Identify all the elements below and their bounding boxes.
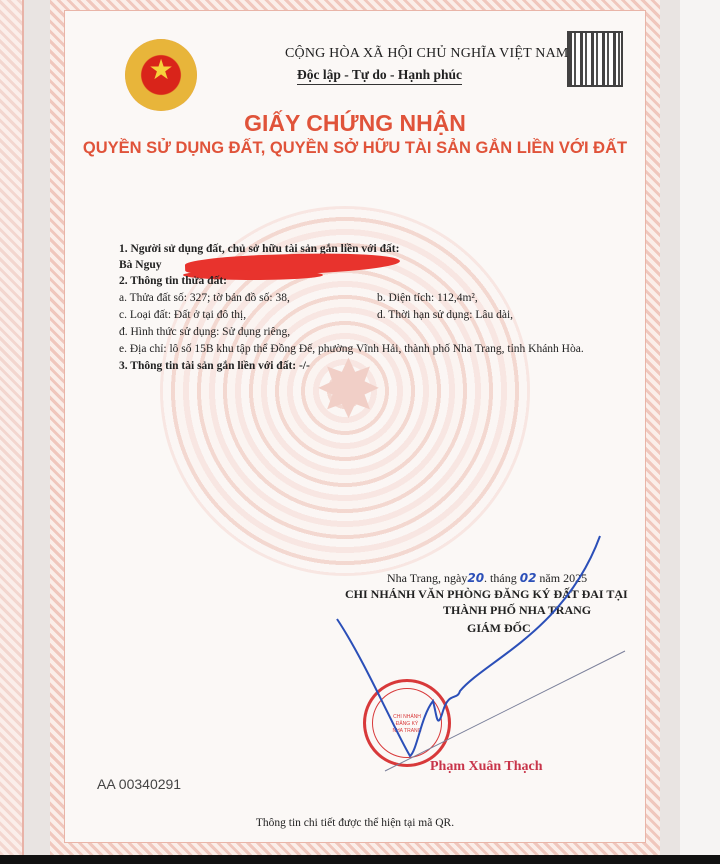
certificate-subtitle: QUYỀN SỬ DỤNG ĐẤT, QUYỀN SỞ HỮU TÀI SẢN GẮN LIỀN VỚI ĐẤT — [82, 139, 628, 157]
svg-text:ĐĂNG KÝ: ĐĂNG KÝ — [395, 721, 419, 727]
certificate-body — [64, 10, 646, 843]
official-stamp — [363, 679, 451, 767]
svg-text:NHA TRANG: NHA TRANG — [392, 728, 422, 734]
section3-heading: 3. Thông tin tài sản gắn liền với đất: -/- — [119, 360, 310, 372]
day: 20 — [467, 571, 485, 585]
land-type: c. Loại đất: Đất ở tại đô thị, — [119, 309, 247, 321]
parcel-number: a. Thửa đất số: 327; tờ bản đồ số: 38, — [119, 292, 290, 304]
certificate — [50, 0, 660, 855]
background-strip — [680, 0, 720, 855]
nation-name: CỘNG HÒA XÃ HỘI CHỦ NGHĨA VIỆT NAM — [285, 46, 569, 61]
office-line2: THÀNH PHỐ NHA TRANG — [443, 603, 592, 617]
signing-date — [387, 571, 587, 586]
bottom-edge — [0, 855, 720, 864]
qr-code[interactable] — [567, 31, 623, 87]
position: GIÁM ĐỐC — [467, 621, 531, 635]
serial-number: AA 00340291 — [97, 776, 182, 792]
usage-form: đ. Hình thức sử dụng: Sử dụng riêng, — [119, 326, 291, 338]
section1-heading: 1. Người sử dụng đất, chủ sở hữu tài sản gắn liền với đất: — [119, 243, 400, 255]
national-emblem-icon: ★ — [125, 39, 197, 111]
certificate-title: GIẤY CHỨNG NHẬN — [244, 110, 466, 136]
place-label: Nha Trang, ngày — [387, 571, 468, 585]
section2-heading: 2. Thông tin thửa đất: — [119, 275, 227, 287]
owner-name: Bà Nguy — [119, 259, 162, 271]
signer-name: Phạm Xuân Thạch — [430, 759, 543, 774]
star-watermark-icon: ✸ — [315, 347, 383, 435]
office-line1: CHI NHÁNH VĂN PHÒNG ĐĂNG KÝ ĐẤT ĐAI TẠI — [345, 587, 628, 601]
usage-term: d. Thời hạn sử dụng: Lâu dài, — [377, 309, 514, 321]
stamp-seal-icon — [366, 682, 448, 764]
area: b. Diện tích: 112,4m², — [377, 292, 478, 304]
month-label: . tháng — [484, 571, 517, 585]
footer-note: Thông tin chi tiết được thể hiện tại mã QR. — [255, 817, 455, 829]
address: e. Địa chỉ: lô số 15B khu tập thể Đồng Đế, phường Vĩnh Hải, thành phố Nha Trang, tỉnh Khánh Hòa. — [119, 343, 584, 355]
month: 02 — [519, 571, 537, 585]
svg-text:CHI NHÁNH: CHI NHÁNH — [393, 714, 421, 720]
year: năm 2025 — [539, 571, 588, 585]
national-motto: Độc lập - Tự do - Hạnh phúc — [297, 67, 462, 85]
adjacent-page-edge — [0, 0, 24, 855]
